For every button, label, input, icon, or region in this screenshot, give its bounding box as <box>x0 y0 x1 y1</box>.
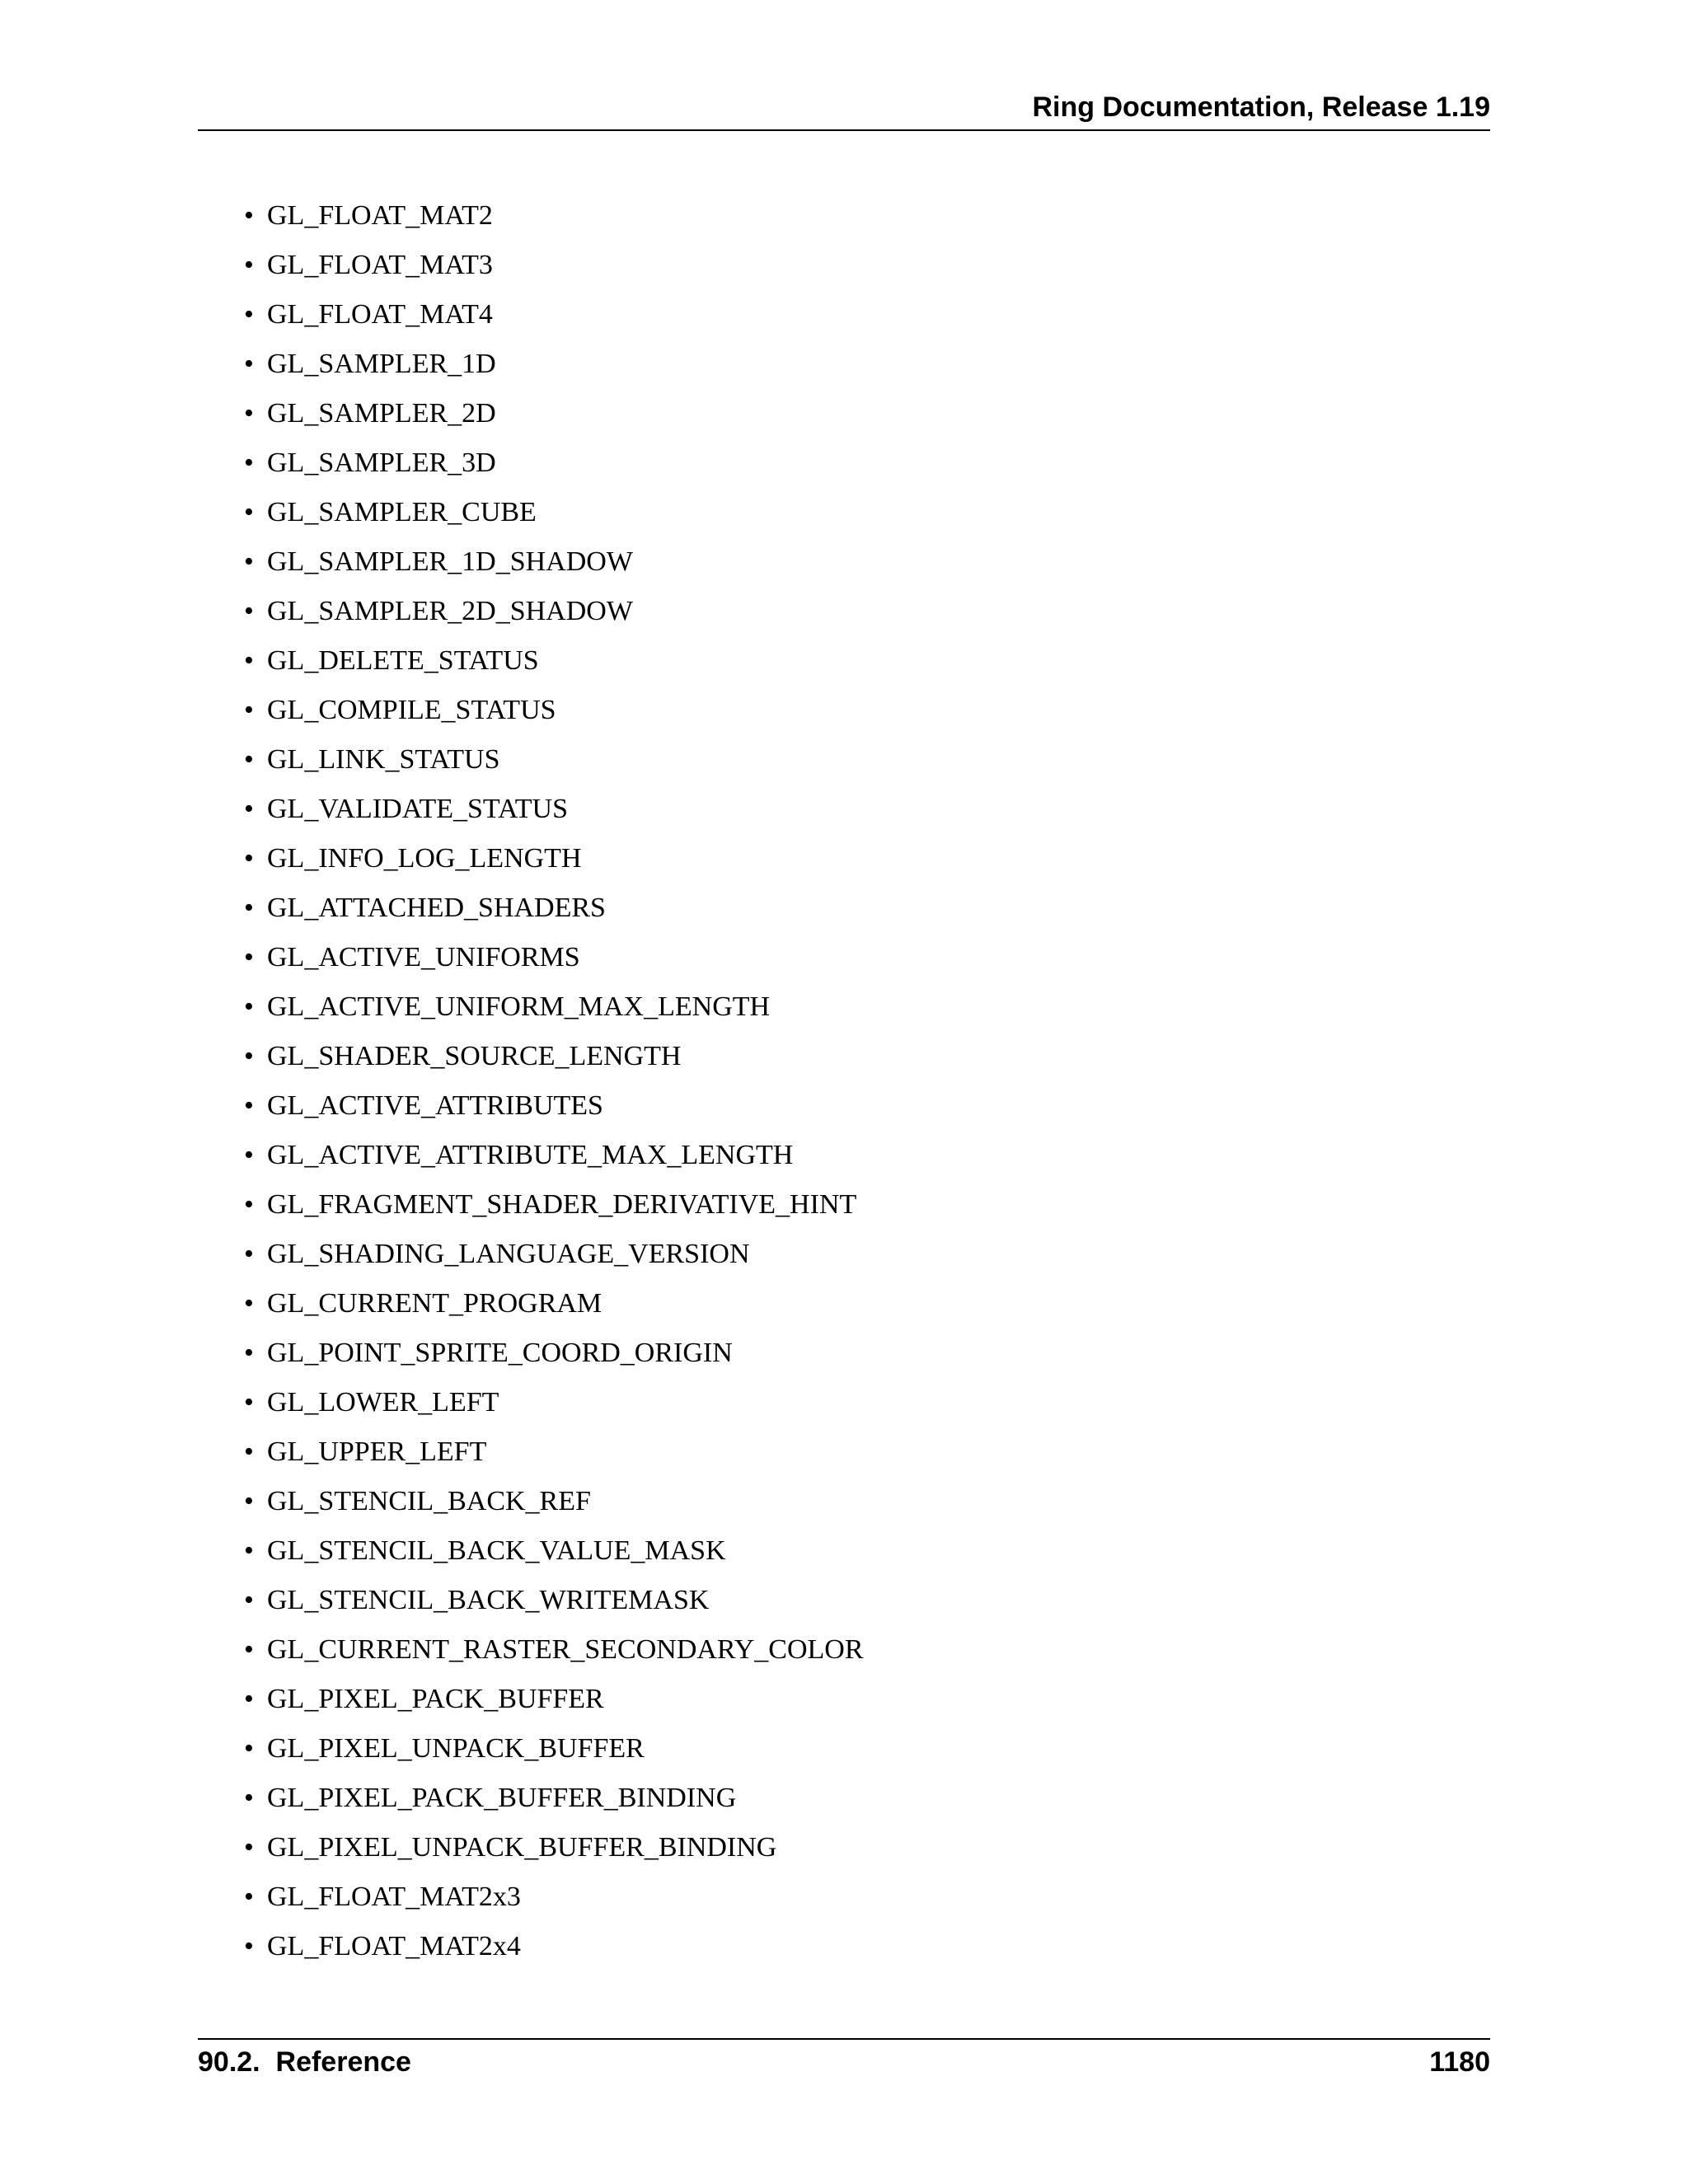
list-item-text: GL_ACTIVE_ATTRIBUTES <box>267 1090 603 1121</box>
bullet-icon: • <box>244 1338 254 1368</box>
list-item-text: GL_SAMPLER_3D <box>267 448 496 478</box>
bullet-icon: • <box>244 1140 254 1170</box>
bullet-icon: • <box>244 1189 254 1220</box>
list-item-text: GL_SAMPLER_CUBE <box>267 497 537 527</box>
list-item-text: GL_INFO_LOG_LENGTH <box>267 843 582 874</box>
list-item-text: GL_ACTIVE_ATTRIBUTE_MAX_LENGTH <box>267 1140 794 1170</box>
bullet-icon: • <box>244 299 254 330</box>
bullet-icon: • <box>244 843 254 874</box>
list-item-text: GL_STENCIL_BACK_REF <box>267 1486 591 1516</box>
bullet-icon: • <box>244 349 254 379</box>
list-item-text: GL_LOWER_LEFT <box>267 1387 499 1418</box>
list-item-text: GL_SAMPLER_1D_SHADOW <box>267 546 633 577</box>
list-item-text: GL_COMPILE_STATUS <box>267 695 556 725</box>
bullet-icon: • <box>244 546 254 577</box>
bullet-icon: • <box>244 1486 254 1516</box>
list-item-text: GL_DELETE_STATUS <box>267 645 539 676</box>
list-item-text: GL_SAMPLER_2D <box>267 398 496 429</box>
bullet-icon: • <box>244 497 254 527</box>
list-item-text: GL_ACTIVE_UNIFORMS <box>267 942 580 972</box>
bullet-icon: • <box>244 942 254 972</box>
footer-section-label: 90.2. Reference <box>198 2046 411 2078</box>
bullet-icon: • <box>244 893 254 923</box>
list-item-text: GL_SAMPLER_1D <box>267 349 496 379</box>
bullet-icon: • <box>244 1436 254 1467</box>
bullet-icon: • <box>244 1634 254 1665</box>
page-number: 1180 <box>1429 2046 1490 2078</box>
bullet-icon: • <box>244 1041 254 1071</box>
bullet-icon: • <box>244 1832 254 1863</box>
list-item-text: GL_POINT_SPRITE_COORD_ORIGIN <box>267 1338 733 1368</box>
list-item-text: GL_ACTIVE_UNIFORM_MAX_LENGTH <box>267 991 771 1022</box>
list-item-text: GL_SHADER_SOURCE_LENGTH <box>267 1041 682 1071</box>
list-item-text: GL_FLOAT_MAT4 <box>267 299 493 330</box>
bullet-icon: • <box>244 1239 254 1269</box>
list-item-text: GL_CURRENT_PROGRAM <box>267 1288 603 1319</box>
running-header-title: Ring Documentation, Release 1.19 <box>1032 91 1490 123</box>
bullet-icon: • <box>244 1387 254 1418</box>
bullet-icon: • <box>244 250 254 280</box>
bullet-icon: • <box>244 744 254 775</box>
list-item-text: GL_PIXEL_PACK_BUFFER <box>267 1684 604 1714</box>
footer-rule <box>198 2038 1490 2040</box>
bullet-icon: • <box>244 1684 254 1714</box>
bullet-icon: • <box>244 1535 254 1566</box>
bullet-icon: • <box>244 991 254 1022</box>
list-item-text: GL_SAMPLER_2D_SHADOW <box>267 596 633 626</box>
list-item-text: GL_ATTACHED_SHADERS <box>267 893 606 923</box>
bullet-icon: • <box>244 794 254 824</box>
list-item-text: GL_SHADING_LANGUAGE_VERSION <box>267 1239 750 1269</box>
bullet-icon: • <box>244 448 254 478</box>
list-item-text: GL_PIXEL_UNPACK_BUFFER_BINDING <box>267 1832 777 1863</box>
header-rule <box>198 129 1490 131</box>
bullet-icon: • <box>244 1931 254 1961</box>
bullet-icon: • <box>244 398 254 429</box>
bullet-icon: • <box>244 1288 254 1319</box>
list-item-text: GL_FLOAT_MAT2x3 <box>267 1882 521 1912</box>
bullet-icon: • <box>244 645 254 676</box>
list-item-text: GL_VALIDATE_STATUS <box>267 794 568 824</box>
list-item-text: GL_CURRENT_RASTER_SECONDARY_COLOR <box>267 1634 864 1665</box>
list-item-text: GL_FLOAT_MAT2x4 <box>267 1931 521 1961</box>
list-item-text: GL_STENCIL_BACK_VALUE_MASK <box>267 1535 726 1566</box>
list-item-text: GL_PIXEL_PACK_BUFFER_BINDING <box>267 1783 737 1813</box>
bullet-icon: • <box>244 596 254 626</box>
list-item-text: GL_FLOAT_MAT2 <box>267 200 493 231</box>
bullet-icon: • <box>244 1733 254 1764</box>
list-item-text: GL_FRAGMENT_SHADER_DERIVATIVE_HINT <box>267 1189 857 1220</box>
bullet-icon: • <box>244 1585 254 1615</box>
list-item-text: GL_STENCIL_BACK_WRITEMASK <box>267 1585 710 1615</box>
bullet-icon: • <box>244 1783 254 1813</box>
bullet-icon: • <box>244 1882 254 1912</box>
bullet-icon: • <box>244 1090 254 1121</box>
list-item-text: GL_FLOAT_MAT3 <box>267 250 493 280</box>
bullet-icon: • <box>244 200 254 231</box>
list-item-text: GL_UPPER_LEFT <box>267 1436 487 1467</box>
bullet-icon: • <box>244 695 254 725</box>
list-item-text: GL_LINK_STATUS <box>267 744 500 775</box>
list-item-text: GL_PIXEL_UNPACK_BUFFER <box>267 1733 645 1764</box>
